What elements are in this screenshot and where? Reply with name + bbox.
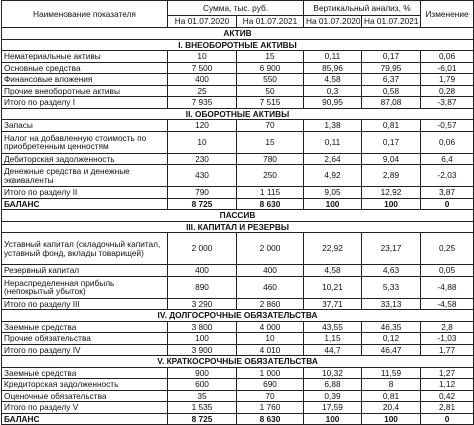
section-header-row xyxy=(2,39,474,51)
change-value: 0,28 xyxy=(421,85,474,97)
change-value: 0 xyxy=(421,198,474,210)
sum-2020: 100 xyxy=(168,333,237,345)
indicator-name: Кредиторская задолженность xyxy=(2,379,168,391)
indicator-name: Итого по разделу IV xyxy=(2,344,168,356)
sum-2021: 7 515 xyxy=(237,97,304,109)
indicator-name: БАЛАНС xyxy=(2,198,168,210)
vertical-2021: 8 xyxy=(362,379,421,391)
sum-2021: 690 xyxy=(237,379,304,391)
change-value: 2,8 xyxy=(421,321,474,333)
sum-2020: 230 xyxy=(168,153,237,165)
vertical-2021: 12,92 xyxy=(362,187,421,199)
vertical-2020: 10,32 xyxy=(304,367,362,379)
vertical-2021: 4,63 xyxy=(362,265,421,277)
table-row xyxy=(2,153,474,165)
indicator-name: Прочие обязательства xyxy=(2,333,168,345)
vertical-2021: 100 xyxy=(362,198,421,210)
sum-2020: 8 725 xyxy=(168,198,237,210)
sum-2021: 50 xyxy=(237,85,304,97)
vertical-2020: 4,58 xyxy=(304,74,362,86)
sum-2021: 2 000 xyxy=(237,233,304,265)
change-value: 6,4 xyxy=(421,153,474,165)
sum-2021: 15 xyxy=(237,131,304,153)
section-title: I. ВНЕОБОРОТНЫЕ АКТИВЫ xyxy=(2,39,474,51)
change-value: 0,42 xyxy=(421,390,474,402)
sum-2020: 3 290 xyxy=(168,298,237,310)
vertical-2021: 0,17 xyxy=(362,131,421,153)
vertical-2021: 0,12 xyxy=(362,333,421,345)
table-row xyxy=(2,120,474,132)
sum-2020: 3 900 xyxy=(168,344,237,356)
section-header-row xyxy=(2,210,474,222)
table-row xyxy=(2,333,474,345)
change-value: 0,06 xyxy=(421,131,474,153)
indicator-name: Денежные средства и денежные эквиваленты xyxy=(2,165,168,187)
change-value: -0,57 xyxy=(421,120,474,132)
indicator-name: Налог на добавленную стоимость по приобретенным ценностям xyxy=(2,131,168,153)
change-value: 2,81 xyxy=(421,402,474,414)
section-header-row xyxy=(2,108,474,120)
table-row xyxy=(2,367,474,379)
sum-2021: 1 115 xyxy=(237,187,304,199)
vertical-2020: 37,71 xyxy=(304,298,362,310)
sum-2021: 8 630 xyxy=(237,413,304,425)
sum-2020: 3 800 xyxy=(168,321,237,333)
indicator-name: Нераспределенная прибыль (непокрытый убыток) xyxy=(2,276,168,298)
sum-2020: 790 xyxy=(168,187,237,199)
vertical-2021: 2,89 xyxy=(362,165,421,187)
sum-2021: 4 000 xyxy=(237,321,304,333)
sum-2020: 120 xyxy=(168,120,237,132)
table-row xyxy=(2,276,474,298)
table-row xyxy=(2,62,474,74)
sum-2021: 460 xyxy=(237,276,304,298)
header-sum-2021: На 01.07.2021 xyxy=(237,16,304,28)
section-header-row xyxy=(2,28,474,40)
change-value: 1,12 xyxy=(421,379,474,391)
vertical-2021: 0,17 xyxy=(362,51,421,63)
vertical-2020: 0,3 xyxy=(304,85,362,97)
vertical-2021: 0,81 xyxy=(362,390,421,402)
section-title: III. КАПИТАЛ И РЕЗЕРВЫ xyxy=(2,221,474,233)
indicator-name: Финансовые вложения xyxy=(2,74,168,86)
table-row xyxy=(2,402,474,414)
vertical-2021: 100 xyxy=(362,413,421,425)
table-row xyxy=(2,390,474,402)
change-value: 0,25 xyxy=(421,233,474,265)
sum-2021: 15 xyxy=(237,51,304,63)
vertical-2020: 1,38 xyxy=(304,120,362,132)
table-row xyxy=(2,265,474,277)
indicator-name: Итого по разделу II xyxy=(2,187,168,199)
indicator-name: Оценочные обязательства xyxy=(2,390,168,402)
sum-2020: 400 xyxy=(168,265,237,277)
sum-2021: 400 xyxy=(237,265,304,277)
header-change-column: Изменение xyxy=(421,1,474,28)
sum-2020: 1 535 xyxy=(168,402,237,414)
vertical-2021: 46,35 xyxy=(362,321,421,333)
vertical-2021: 20,4 xyxy=(362,402,421,414)
header-name-column: Наименование показателя xyxy=(2,1,168,28)
section-header-row xyxy=(2,310,474,322)
change-value: 1,27 xyxy=(421,367,474,379)
sum-2020: 900 xyxy=(168,367,237,379)
sum-2021: 70 xyxy=(237,390,304,402)
change-value: -4,88 xyxy=(421,276,474,298)
sum-2021: 8 630 xyxy=(237,198,304,210)
vertical-2020: 0,11 xyxy=(304,51,362,63)
change-value: -2,03 xyxy=(421,165,474,187)
header-vert-2020: На 01.07.2020 xyxy=(304,16,362,28)
indicator-name: Нематериальные активы xyxy=(2,51,168,63)
table-row xyxy=(2,85,474,97)
vertical-2020: 90,95 xyxy=(304,97,362,109)
indicator-name: Прочие внеоборотные активы xyxy=(2,85,168,97)
vertical-2021: 79,95 xyxy=(362,62,421,74)
sum-2020: 7 500 xyxy=(168,62,237,74)
sum-2020: 430 xyxy=(168,165,237,187)
section-header-row xyxy=(2,356,474,368)
vertical-2020: 100 xyxy=(304,413,362,425)
indicator-name: Заемные средства xyxy=(2,367,168,379)
sum-2021: 250 xyxy=(237,165,304,187)
table-row xyxy=(2,344,474,356)
vertical-2020: 2,64 xyxy=(304,153,362,165)
vertical-2020: 1,15 xyxy=(304,333,362,345)
balance-table xyxy=(1,0,474,425)
sum-2021: 780 xyxy=(237,153,304,165)
vertical-2020: 22,92 xyxy=(304,233,362,265)
change-value: -4,58 xyxy=(421,298,474,310)
change-value: 0 xyxy=(421,413,474,425)
change-value: -6,01 xyxy=(421,62,474,74)
sum-2020: 8 725 xyxy=(168,413,237,425)
sum-2021: 1 000 xyxy=(237,367,304,379)
table-row xyxy=(2,97,474,109)
vertical-2021: 23,17 xyxy=(362,233,421,265)
section-header-row xyxy=(2,221,474,233)
indicator-name: Итого по разделу I xyxy=(2,97,168,109)
indicator-name: БАЛАНС xyxy=(2,413,168,425)
sum-2020: 600 xyxy=(168,379,237,391)
vertical-2020: 0,11 xyxy=(304,131,362,153)
header-vert-2021: На 01.07.2021 xyxy=(362,16,421,28)
vertical-2020: 9,05 xyxy=(304,187,362,199)
change-value: 1,77 xyxy=(421,344,474,356)
sum-2020: 35 xyxy=(168,390,237,402)
change-value: 3,87 xyxy=(421,187,474,199)
section-title: ПАССИВ xyxy=(2,210,474,222)
indicator-name: Основные средства xyxy=(2,62,168,74)
table-row xyxy=(2,298,474,310)
change-value: -1,03 xyxy=(421,333,474,345)
change-value: 0,05 xyxy=(421,265,474,277)
header-sum-2020: На 01.07.2020 xyxy=(168,16,237,28)
table-row xyxy=(2,165,474,187)
sum-2021: 1 760 xyxy=(237,402,304,414)
section-title: V. КРАТКОСРОЧНЫЕ ОБЯЗАТЕЛЬСТВА xyxy=(2,356,474,368)
section-title: IV. ДОЛГОСРОЧНЫЕ ОБЯЗАТЕЛЬСТВА xyxy=(2,310,474,322)
section-title: II. ОБОРОТНЫЕ АКТИВЫ xyxy=(2,108,474,120)
indicator-name: Итого по разделу V xyxy=(2,402,168,414)
indicator-name: Дебиторская задолженность xyxy=(2,153,168,165)
sum-2020: 10 xyxy=(168,51,237,63)
vertical-2020: 4,92 xyxy=(304,165,362,187)
sum-2020: 400 xyxy=(168,74,237,86)
table-row xyxy=(2,233,474,265)
vertical-2021: 5,33 xyxy=(362,276,421,298)
sum-2020: 890 xyxy=(168,276,237,298)
vertical-2021: 9,04 xyxy=(362,153,421,165)
sum-2021: 550 xyxy=(237,74,304,86)
header-sum-group: Сумма, тыс. руб. xyxy=(168,1,304,16)
sum-2020: 25 xyxy=(168,85,237,97)
sum-2021: 6 900 xyxy=(237,62,304,74)
table-row xyxy=(2,131,474,153)
vertical-2020: 85,96 xyxy=(304,62,362,74)
vertical-2020: 100 xyxy=(304,198,362,210)
vertical-2021: 0,58 xyxy=(362,85,421,97)
indicator-name: Итого по разделу III xyxy=(2,298,168,310)
vertical-2021: 33,13 xyxy=(362,298,421,310)
sum-2021: 4 010 xyxy=(237,344,304,356)
header-vertical-group: Вертикальный анализ, % xyxy=(304,1,421,16)
sum-2021: 10 xyxy=(237,333,304,345)
vertical-2020: 4,58 xyxy=(304,265,362,277)
vertical-2020: 10,21 xyxy=(304,276,362,298)
change-value: -3,87 xyxy=(421,97,474,109)
change-value: 1,79 xyxy=(421,74,474,86)
table-row xyxy=(2,321,474,333)
table-row xyxy=(2,51,474,63)
table-body xyxy=(2,28,474,425)
vertical-2020: 44,7 xyxy=(304,344,362,356)
sum-2021: 70 xyxy=(237,120,304,132)
vertical-2020: 6,88 xyxy=(304,379,362,391)
vertical-2021: 46,47 xyxy=(362,344,421,356)
change-value: 0,06 xyxy=(421,51,474,63)
sum-2020: 7 935 xyxy=(168,97,237,109)
sum-2021: 2 860 xyxy=(237,298,304,310)
vertical-2020: 43,55 xyxy=(304,321,362,333)
vertical-2021: 87,08 xyxy=(362,97,421,109)
sum-2020: 2 000 xyxy=(168,233,237,265)
table-row xyxy=(2,379,474,391)
table-row xyxy=(2,74,474,86)
vertical-2020: 0,39 xyxy=(304,390,362,402)
indicator-name: Резервный капитал xyxy=(2,265,168,277)
indicator-name: Уставный капитал (складочный капитал, уставный фонд, вклады товарищей) xyxy=(2,233,168,265)
section-title: АКТИВ xyxy=(2,28,474,40)
vertical-2021: 11,59 xyxy=(362,367,421,379)
table-row xyxy=(2,187,474,199)
vertical-2021: 0,81 xyxy=(362,120,421,132)
indicator-name: Заемные средства xyxy=(2,321,168,333)
vertical-2021: 6,37 xyxy=(362,74,421,86)
sum-2020: 10 xyxy=(168,131,237,153)
indicator-name: Запасы xyxy=(2,120,168,132)
vertical-2020: 17,59 xyxy=(304,402,362,414)
balance-total-row xyxy=(2,198,474,210)
